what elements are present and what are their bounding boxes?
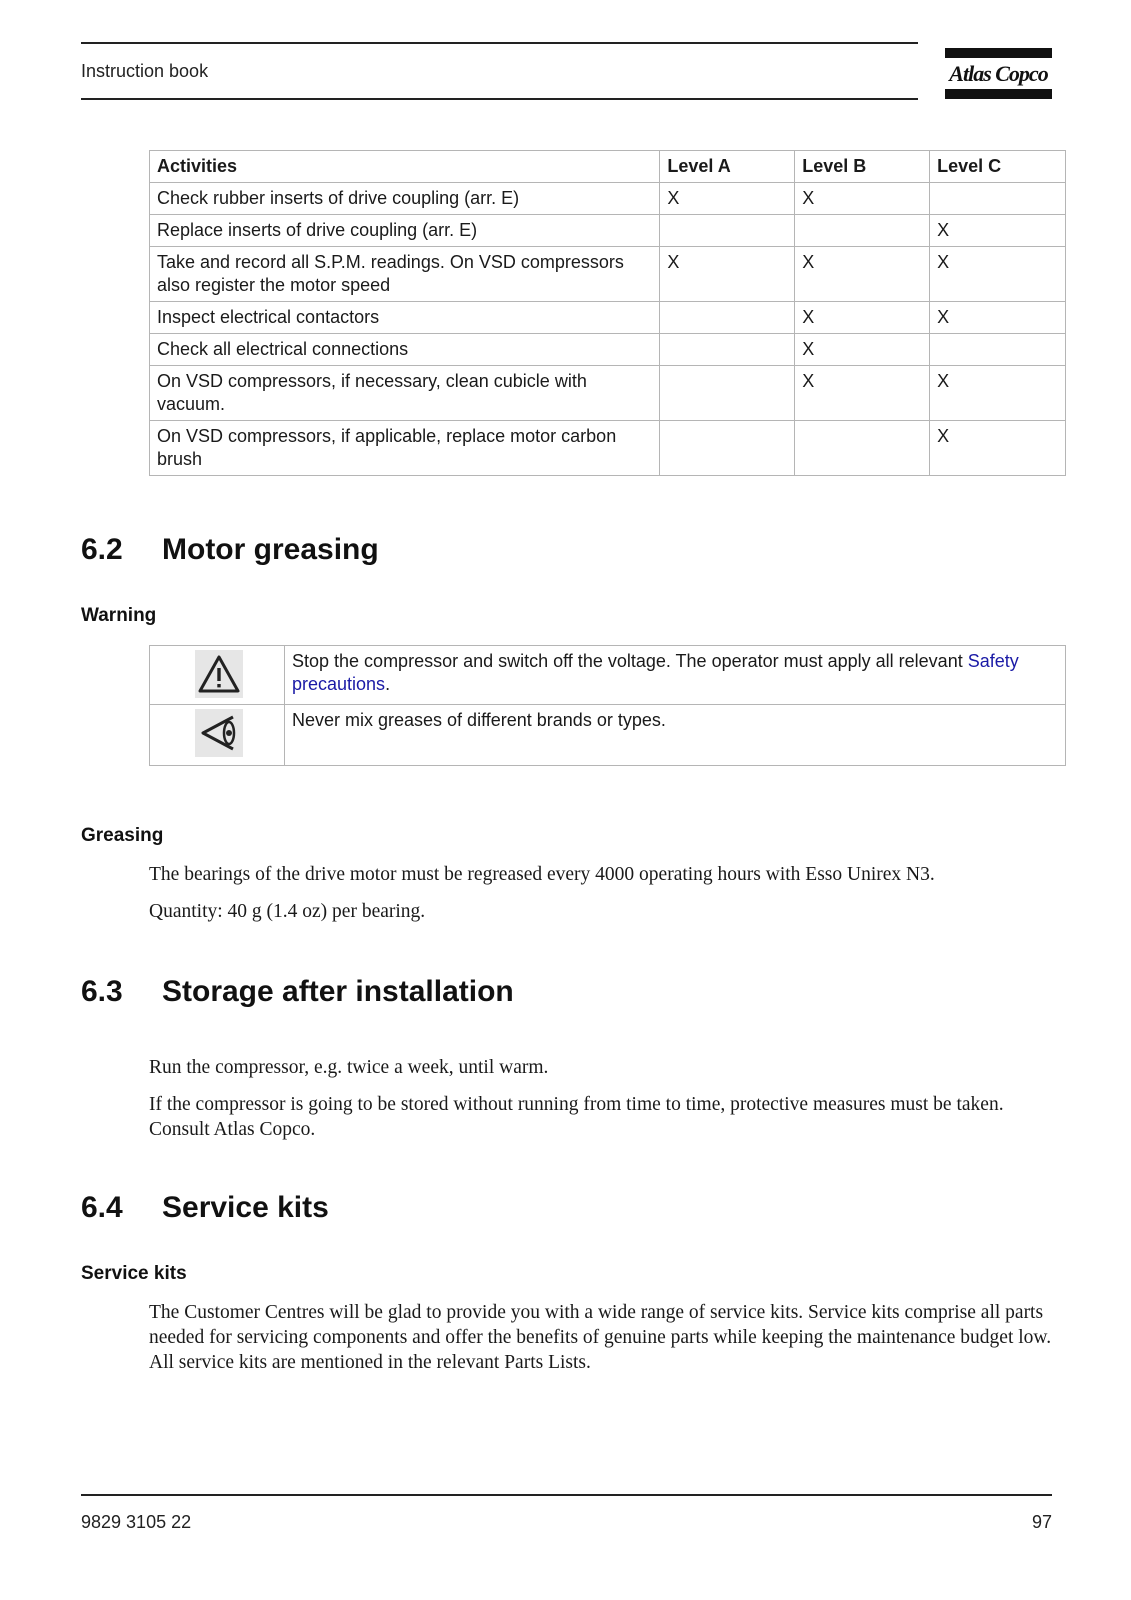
warning-text: Stop the compressor and switch off the voltage. The operator must apply all relevant bbox=[292, 651, 968, 671]
table-row bbox=[150, 215, 1066, 247]
warning-row bbox=[150, 705, 1066, 766]
logo-bar-bottom bbox=[945, 89, 1052, 99]
section-heading-6-4 bbox=[81, 1191, 329, 1225]
logo-bar-top bbox=[945, 48, 1052, 58]
level-a-cell: X bbox=[660, 183, 795, 215]
level-b-cell bbox=[795, 215, 930, 247]
activity-cell: On VSD compressors, if applicable, replace motor carbon brush bbox=[150, 421, 660, 476]
level-c-cell: X bbox=[930, 421, 1066, 476]
document-number: 9829 3105 22 bbox=[81, 1512, 192, 1532]
column-header-level-b: Level B bbox=[795, 151, 930, 183]
service-kits-subheading: Service kits bbox=[81, 1263, 187, 1284]
level-a-cell bbox=[660, 334, 795, 366]
storage-paragraph-2: If the compressor is going to be stored without running from time to time, protective measures must be taken. Consult Atlas Copco. bbox=[149, 1094, 1004, 1140]
level-b-cell: X bbox=[795, 302, 930, 334]
activity-cell: Check all electrical connections bbox=[150, 334, 660, 366]
quantity-paragraph: Quantity: 40 g (1.4 oz) per bearing. bbox=[149, 901, 426, 922]
table-row bbox=[150, 302, 1066, 334]
table-row bbox=[150, 421, 1066, 476]
level-b-cell: X bbox=[795, 247, 930, 302]
safety-precautions-link[interactable]: Safety precautions bbox=[292, 651, 1019, 694]
level-b-cell bbox=[795, 421, 930, 476]
eye-attention-icon bbox=[195, 709, 243, 757]
warning-text-cell: Never mix greases of different brands or types. bbox=[285, 705, 1066, 766]
atlas-copco-logo bbox=[945, 48, 1052, 100]
level-c-cell: X bbox=[930, 302, 1066, 334]
warning-icon-cell bbox=[150, 705, 285, 766]
section-title: Storage after installation bbox=[162, 975, 514, 1008]
activities-table bbox=[149, 150, 1066, 476]
column-header-level-a: Level A bbox=[660, 151, 795, 183]
level-c-cell: X bbox=[930, 215, 1066, 247]
service-kits-paragraph: The Customer Centres will be glad to provide you with a wide range of service kits. Service kits comprise all parts needed for servicing components and offer the benefits of genuine parts while keeping the maintenance budget low. All service kits are mentioned in the relevant Parts Lists. bbox=[149, 1302, 1052, 1373]
table-row bbox=[150, 183, 1066, 215]
activity-cell: On VSD compressors, if necessary, clean cubicle with vacuum. bbox=[150, 366, 660, 421]
section-number: 6.2 bbox=[81, 533, 123, 566]
warning-heading: Warning bbox=[81, 605, 157, 626]
section-heading-6-2 bbox=[81, 533, 379, 567]
level-c-cell bbox=[930, 334, 1066, 366]
section-number: 6.4 bbox=[81, 1191, 123, 1224]
level-c-cell bbox=[930, 183, 1066, 215]
level-b-cell: X bbox=[795, 183, 930, 215]
warning-text-cell bbox=[285, 646, 1066, 705]
activity-cell: Check rubber inserts of drive coupling (arr. E) bbox=[150, 183, 660, 215]
table-row bbox=[150, 247, 1066, 302]
level-a-cell: X bbox=[660, 247, 795, 302]
warning-triangle-icon bbox=[195, 650, 243, 698]
storage-paragraph-1: Run the compressor, e.g. twice a week, until warm. bbox=[149, 1057, 549, 1078]
page-number: 97 bbox=[1031, 1512, 1052, 1532]
greasing-heading: Greasing bbox=[81, 825, 164, 846]
level-a-cell bbox=[660, 421, 795, 476]
level-a-cell bbox=[660, 302, 795, 334]
section-title: Motor greasing bbox=[162, 533, 379, 566]
warning-table bbox=[149, 645, 1066, 766]
warning-text-end: . bbox=[385, 674, 391, 694]
header-title: Instruction book bbox=[81, 61, 209, 81]
level-b-cell: X bbox=[795, 334, 930, 366]
header-rule-top bbox=[81, 42, 918, 44]
warning-row bbox=[150, 646, 1066, 705]
column-header-activities: Activities bbox=[150, 151, 660, 183]
section-title: Service kits bbox=[162, 1191, 329, 1224]
header-rule-bottom bbox=[81, 98, 918, 100]
table-header-row bbox=[150, 151, 1066, 183]
section-heading-6-3 bbox=[81, 975, 514, 1009]
greasing-paragraph: The bearings of the drive motor must be regreased every 4000 operating hours with Esso Unirex N3. bbox=[149, 864, 935, 885]
logo-wordmark: Atlas Copco bbox=[949, 61, 1048, 86]
section-number: 6.3 bbox=[81, 975, 123, 1008]
activity-cell: Replace inserts of drive coupling (arr. E) bbox=[150, 215, 660, 247]
level-a-cell bbox=[660, 366, 795, 421]
level-b-cell: X bbox=[795, 366, 930, 421]
column-header-level-c: Level C bbox=[930, 151, 1066, 183]
table-row bbox=[150, 366, 1066, 421]
footer-rule bbox=[81, 1494, 1052, 1496]
warning-icon-cell bbox=[150, 646, 285, 705]
activity-cell: Inspect electrical contactors bbox=[150, 302, 660, 334]
level-a-cell bbox=[660, 215, 795, 247]
level-c-cell: X bbox=[930, 247, 1066, 302]
level-c-cell: X bbox=[930, 366, 1066, 421]
activity-cell: Take and record all S.P.M. readings. On VSD compressors also register the motor speed bbox=[150, 247, 660, 302]
table-row bbox=[150, 334, 1066, 366]
